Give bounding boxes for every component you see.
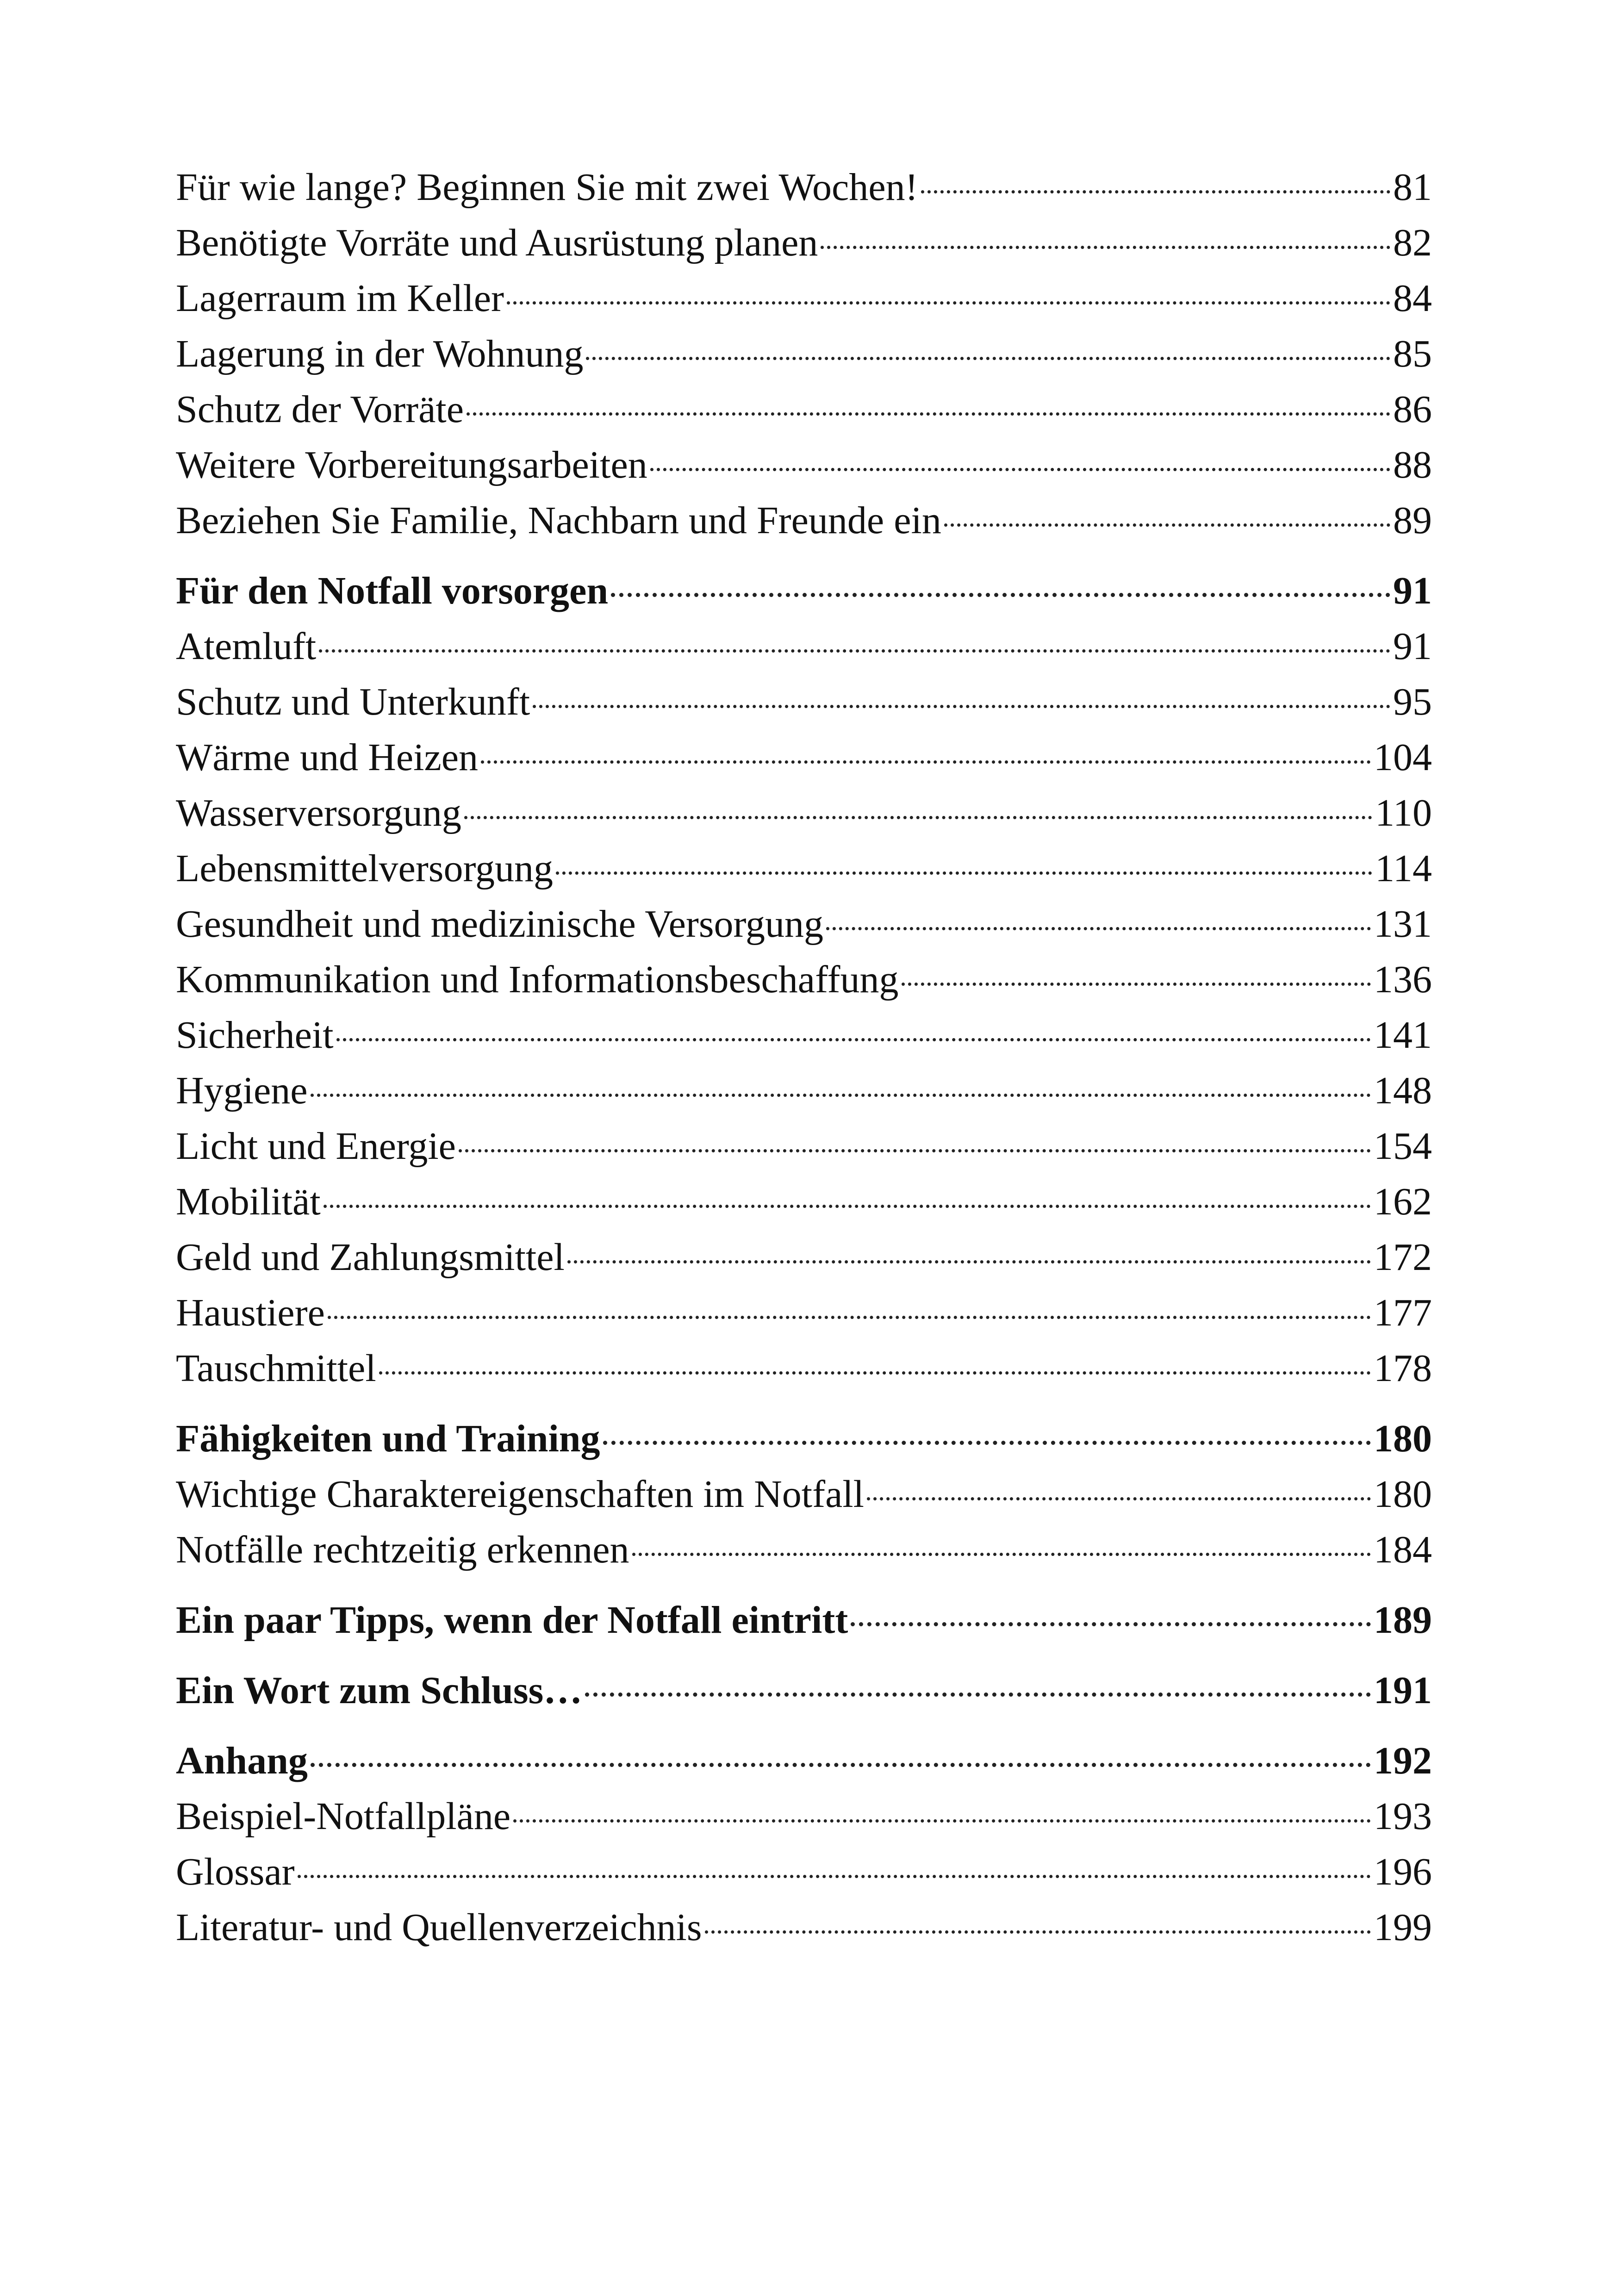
dot-leader (826, 927, 1371, 930)
dot-leader (311, 1763, 1371, 1767)
toc-entry-page-number: 110 (1375, 791, 1432, 834)
dot-leader (464, 816, 1372, 819)
toc-entry-page-number: 85 (1393, 332, 1432, 375)
toc-section-entry (176, 619, 1432, 674)
toc-entry-title: Anhang (176, 1739, 308, 1782)
toc-chapter-entry (176, 1593, 1432, 1648)
toc-entry-page-number: 189 (1374, 1599, 1432, 1642)
toc-entry-page-number: 191 (1374, 1669, 1432, 1712)
toc-section-entry (176, 785, 1432, 841)
toc-entry-title: Lagerung in der Wohnung (176, 332, 584, 375)
dot-leader (650, 468, 1390, 471)
toc-entry-title: Ein paar Tipps, wenn der Notfall eintritt (176, 1599, 848, 1642)
dot-leader (533, 705, 1390, 708)
toc-entry-title: Schutz der Vorräte (176, 388, 464, 431)
dot-leader (944, 523, 1390, 527)
toc-entry-page-number: 95 (1393, 680, 1432, 723)
toc-section-entry (176, 1008, 1432, 1063)
toc-section-entry (176, 1467, 1432, 1522)
toc-entry-page-number: 131 (1374, 902, 1432, 946)
toc-section-entry (176, 160, 1432, 215)
toc-section-entry (176, 215, 1432, 271)
toc-section-entry (176, 1789, 1432, 1844)
toc-entry-title: Haustiere (176, 1291, 325, 1334)
toc-entry-page-number: 148 (1374, 1069, 1432, 1112)
dot-leader (336, 1038, 1371, 1041)
toc-entry-page-number: 81 (1393, 166, 1432, 209)
toc-section-entry (176, 1063, 1432, 1119)
toc-section-entry (176, 1285, 1432, 1341)
toc-section-entry (176, 841, 1432, 896)
dot-leader (611, 593, 1390, 597)
dot-leader (328, 1316, 1371, 1319)
toc-entry-title: Gesundheit und medizinische Versorgung (176, 902, 824, 946)
toc-entry-page-number: 154 (1374, 1125, 1432, 1168)
toc-entry-title: Licht und Energie (176, 1125, 456, 1168)
toc-section-entry (176, 326, 1432, 382)
dot-leader (867, 1497, 1371, 1500)
toc-entry-title: Fähigkeiten und Training (176, 1417, 600, 1460)
toc-entry-page-number: 82 (1393, 221, 1432, 264)
dot-leader (585, 1692, 1371, 1697)
toc-entry-title: Für wie lange? Beginnen Sie mit zwei Wochen! (176, 166, 918, 209)
toc-entry-page-number: 180 (1374, 1417, 1432, 1460)
toc-entry-title: Geld und Zahlungsmittel (176, 1236, 565, 1279)
toc-section-entry (176, 1844, 1432, 1900)
toc-entry-page-number: 84 (1393, 277, 1432, 320)
toc-entry-title: Für den Notfall vorsorgen (176, 569, 609, 612)
toc-section-entry (176, 1900, 1432, 1955)
toc-entry-page-number: 172 (1374, 1236, 1432, 1279)
toc-entry-title: Lagerraum im Keller (176, 277, 504, 320)
toc-entry-title: Mobilität (176, 1180, 321, 1223)
toc-chapter-entry (176, 563, 1432, 619)
dot-leader (319, 649, 1390, 653)
toc-chapter-entry (176, 1663, 1432, 1718)
toc-chapter-entry (176, 1733, 1432, 1789)
dot-leader (298, 1875, 1371, 1878)
dot-leader (556, 871, 1372, 875)
toc-entry-title: Sicherheit (176, 1014, 334, 1057)
toc-section-entry (176, 271, 1432, 326)
toc-section-entry (176, 1174, 1432, 1230)
toc-entry-page-number: 89 (1393, 499, 1432, 542)
dot-leader (379, 1371, 1371, 1375)
dot-leader (507, 301, 1390, 305)
toc-section-entry (176, 382, 1432, 437)
toc-entry-title: Benötigte Vorräte und Ausrüstung planen (176, 221, 818, 264)
toc-section-entry (176, 1119, 1432, 1174)
dot-leader (459, 1149, 1371, 1152)
toc-section-entry (176, 674, 1432, 730)
toc-entry-page-number: 86 (1393, 388, 1432, 431)
toc-entry-title: Beziehen Sie Familie, Nachbarn und Freunde ein (176, 499, 941, 542)
toc-entry-title: Weitere Vorbereitungsarbeiten (176, 443, 647, 486)
toc-entry-page-number: 199 (1374, 1906, 1432, 1949)
dot-leader (586, 357, 1390, 360)
toc-section-entry (176, 1522, 1432, 1578)
dot-leader (567, 1260, 1371, 1263)
toc-entry-title: Wichtige Charaktereigenschaften im Notfall (176, 1473, 865, 1516)
dot-leader (821, 246, 1390, 249)
toc-entry-page-number: 196 (1374, 1850, 1432, 1893)
toc-entry-page-number: 136 (1374, 958, 1432, 1001)
toc-entry-page-number: 178 (1374, 1347, 1432, 1390)
toc-entry-title: Glossar (176, 1850, 295, 1893)
toc-chapter-entry (176, 1411, 1432, 1467)
toc-section-entry (176, 437, 1432, 493)
toc-entry-page-number: 104 (1374, 736, 1432, 779)
toc-section-entry (176, 952, 1432, 1008)
dot-leader (921, 190, 1390, 193)
toc-entry-page-number: 88 (1393, 443, 1432, 486)
dot-leader (311, 1094, 1371, 1097)
toc-entry-title: Literatur- und Quellenverzeichnis (176, 1906, 702, 1949)
toc-entry-page-number: 114 (1375, 847, 1432, 890)
toc-entry-page-number: 184 (1374, 1528, 1432, 1571)
toc-entry-title: Wärme und Heizen (176, 736, 479, 779)
toc-entry-title: Ein Wort zum Schluss… (176, 1669, 583, 1712)
dot-leader (603, 1441, 1371, 1445)
toc-entry-page-number: 193 (1374, 1795, 1432, 1838)
toc-entry-page-number: 91 (1393, 569, 1432, 612)
toc-entry-title: Tauschmittel (176, 1347, 376, 1390)
dot-leader (705, 1930, 1371, 1934)
dot-leader (467, 412, 1390, 416)
toc-entry-page-number: 192 (1374, 1739, 1432, 1782)
dot-leader (324, 1205, 1371, 1208)
toc-entry-title: Lebensmittelversorgung (176, 847, 553, 890)
toc-entry-page-number: 162 (1374, 1180, 1432, 1223)
dot-leader (513, 1819, 1371, 1823)
dot-leader (481, 760, 1371, 764)
table-of-contents (176, 160, 1432, 1955)
toc-section-entry (176, 1341, 1432, 1396)
toc-entry-title: Hygiene (176, 1069, 308, 1112)
toc-entry-title: Notfälle rechtzeitig erkennen (176, 1528, 629, 1571)
toc-section-entry (176, 1230, 1432, 1285)
toc-section-entry (176, 493, 1432, 548)
toc-entry-page-number: 91 (1393, 625, 1432, 668)
toc-entry-title: Kommunikation und Informationsbeschaffung (176, 958, 899, 1001)
dot-leader (632, 1553, 1371, 1556)
toc-entry-page-number: 177 (1374, 1291, 1432, 1334)
toc-entry-title: Atemluft (176, 625, 317, 668)
toc-entry-title: Beispiel-Notfallpläne (176, 1795, 511, 1838)
toc-section-entry (176, 730, 1432, 785)
toc-entry-title: Schutz und Unterkunft (176, 680, 530, 723)
toc-entry-title: Wasserversorgung (176, 791, 461, 834)
toc-entry-page-number: 180 (1374, 1473, 1432, 1516)
dot-leader (902, 983, 1371, 986)
dot-leader (851, 1622, 1371, 1626)
toc-entry-page-number: 141 (1374, 1014, 1432, 1057)
toc-section-entry (176, 896, 1432, 952)
